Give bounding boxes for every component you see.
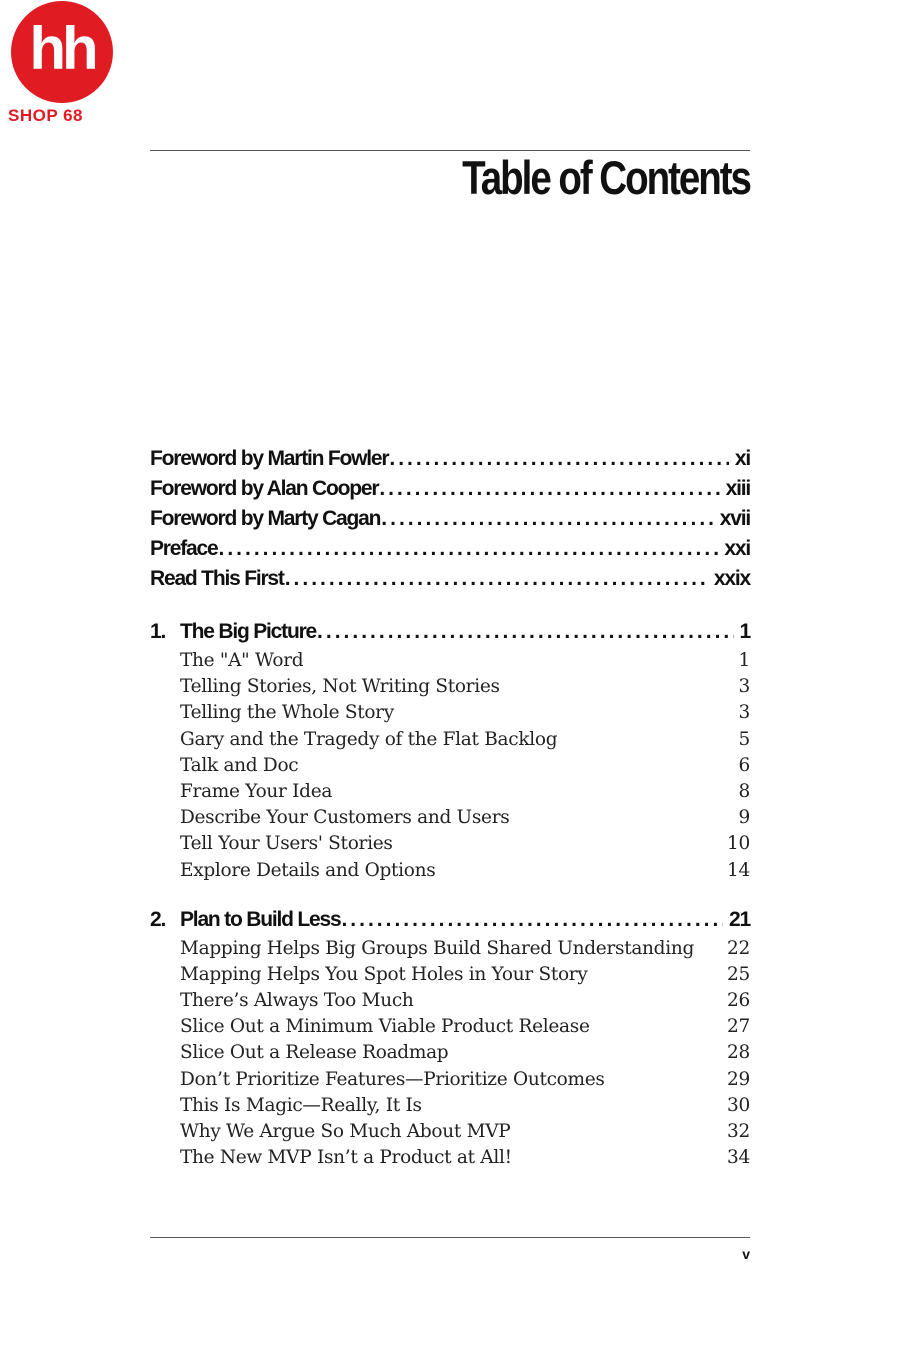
chapter-number: 2. — [150, 907, 166, 931]
section-page: 5 — [738, 728, 750, 750]
entry-page: xvii — [719, 507, 750, 530]
section-page: 10 — [727, 833, 750, 855]
logo-mark: hh — [29, 15, 95, 82]
page-title: Table of Contents — [462, 151, 750, 204]
toc-section-entry — [150, 1121, 750, 1147]
section-page: 22 — [727, 937, 750, 959]
section-label: Describe Your Customers and Users — [180, 807, 510, 829]
toc-section-entry — [150, 650, 750, 676]
toc-section-entry — [150, 860, 750, 886]
section-label: Telling the Whole Story — [180, 702, 394, 724]
section-page: 14 — [727, 859, 750, 881]
section-page: 34 — [727, 1147, 750, 1169]
section-label: Telling Stories, Not Writing Stories — [180, 676, 500, 698]
toc-section-entry — [150, 676, 750, 702]
section-page: 29 — [727, 1068, 750, 1090]
toc-section-entry — [150, 964, 750, 990]
chapter-page: 1 — [739, 620, 750, 643]
entry-label: Read This First — [150, 567, 284, 590]
section-label: Talk and Doc — [180, 754, 299, 776]
toc-section-entry — [150, 807, 750, 833]
table-of-contents — [150, 447, 750, 1173]
toc-section-entry — [150, 1095, 750, 1121]
page-number: v — [742, 1246, 750, 1262]
spacer — [150, 597, 750, 620]
toc-section-entry — [150, 990, 750, 1016]
section-label: Explore Details and Options — [180, 859, 436, 881]
section-page: 6 — [738, 754, 750, 776]
toc-section-entry — [150, 755, 750, 781]
entry-label: Preface — [150, 537, 218, 560]
toc-front-matter-entry — [150, 567, 750, 597]
toc-front-matter-entry — [150, 537, 750, 567]
entry-page: xxi — [724, 537, 750, 560]
toc-chapter-entry — [150, 908, 750, 938]
entry-page: xiii — [725, 477, 750, 500]
toc-section-entry — [150, 1069, 750, 1095]
section-page: 30 — [727, 1094, 750, 1116]
dot-leader — [285, 567, 708, 591]
section-label: Why We Argue So Much About MVP — [180, 1121, 511, 1142]
section-page: 28 — [727, 1042, 750, 1064]
section-page: 32 — [727, 1121, 750, 1142]
section-label: Mapping Helps Big Groups Build Shared Understanding — [180, 937, 694, 959]
toc-section-entry — [150, 702, 750, 728]
chapter-title: Plan to Build Less — [180, 907, 341, 931]
section-label: There’s Always Too Much — [180, 990, 414, 1012]
logo-text: SHOP 68 — [8, 106, 84, 125]
section-label: Gary and the Tragedy of the Flat Backlog — [180, 728, 558, 750]
entry-label: Foreword by Marty Cagan — [150, 507, 381, 530]
toc-chapter-entry — [150, 620, 750, 650]
entry-label: Foreword by Alan Cooper — [150, 477, 379, 500]
section-page: 3 — [738, 676, 750, 698]
toc-front-matter-entry — [150, 507, 750, 537]
section-page: 26 — [727, 990, 750, 1012]
chapter-number: 1. — [150, 620, 166, 643]
toc-section-entry — [150, 1042, 750, 1068]
shop-logo — [0, 0, 120, 130]
toc-section-entry — [150, 781, 750, 807]
dot-leader — [381, 507, 713, 531]
section-page: 3 — [738, 702, 750, 724]
dot-leader — [317, 620, 733, 644]
section-page: 8 — [738, 780, 750, 802]
section-label: The "A" Word — [180, 650, 304, 671]
chapter-title: The Big Picture — [180, 620, 317, 643]
toc-section-entry — [150, 729, 750, 755]
bottom-rule — [150, 1237, 750, 1238]
section-label: Don’t Prioritize Features—Prioritize Outcomes — [180, 1068, 605, 1090]
toc-section-entry — [150, 833, 750, 859]
entry-page: xxix — [713, 567, 750, 590]
entry-label: Foreword by Martin Fowler — [150, 447, 389, 470]
dot-leader — [379, 477, 719, 501]
toc-front-matter-entry — [150, 477, 750, 507]
section-label: This Is Magic—Really, It Is — [180, 1094, 422, 1116]
toc-section-entry — [150, 1016, 750, 1042]
section-page: 25 — [727, 963, 750, 985]
dot-leader — [389, 447, 729, 471]
section-label: Tell Your Users' Stories — [180, 833, 393, 855]
toc-section-entry — [150, 1147, 750, 1173]
dot-leader — [219, 537, 719, 561]
section-page: 9 — [738, 807, 750, 829]
chapter-page: 21 — [729, 907, 750, 931]
toc-section-entry — [150, 938, 750, 964]
section-page: 27 — [727, 1016, 750, 1038]
logo-badge — [11, 1, 113, 103]
section-label: The New MVP Isn’t a Product at All! — [180, 1147, 512, 1169]
section-label: Mapping Helps You Spot Holes in Your Story — [180, 963, 588, 985]
toc-front-matter-entry — [150, 447, 750, 477]
section-page: 1 — [738, 650, 750, 671]
section-label: Slice Out a Release Roadmap — [180, 1042, 449, 1064]
section-label: Frame Your Idea — [180, 780, 333, 802]
section-label: Slice Out a Minimum Viable Product Release — [180, 1016, 590, 1038]
spacer — [150, 886, 750, 908]
dot-leader — [341, 908, 723, 932]
entry-page: xi — [734, 447, 750, 470]
